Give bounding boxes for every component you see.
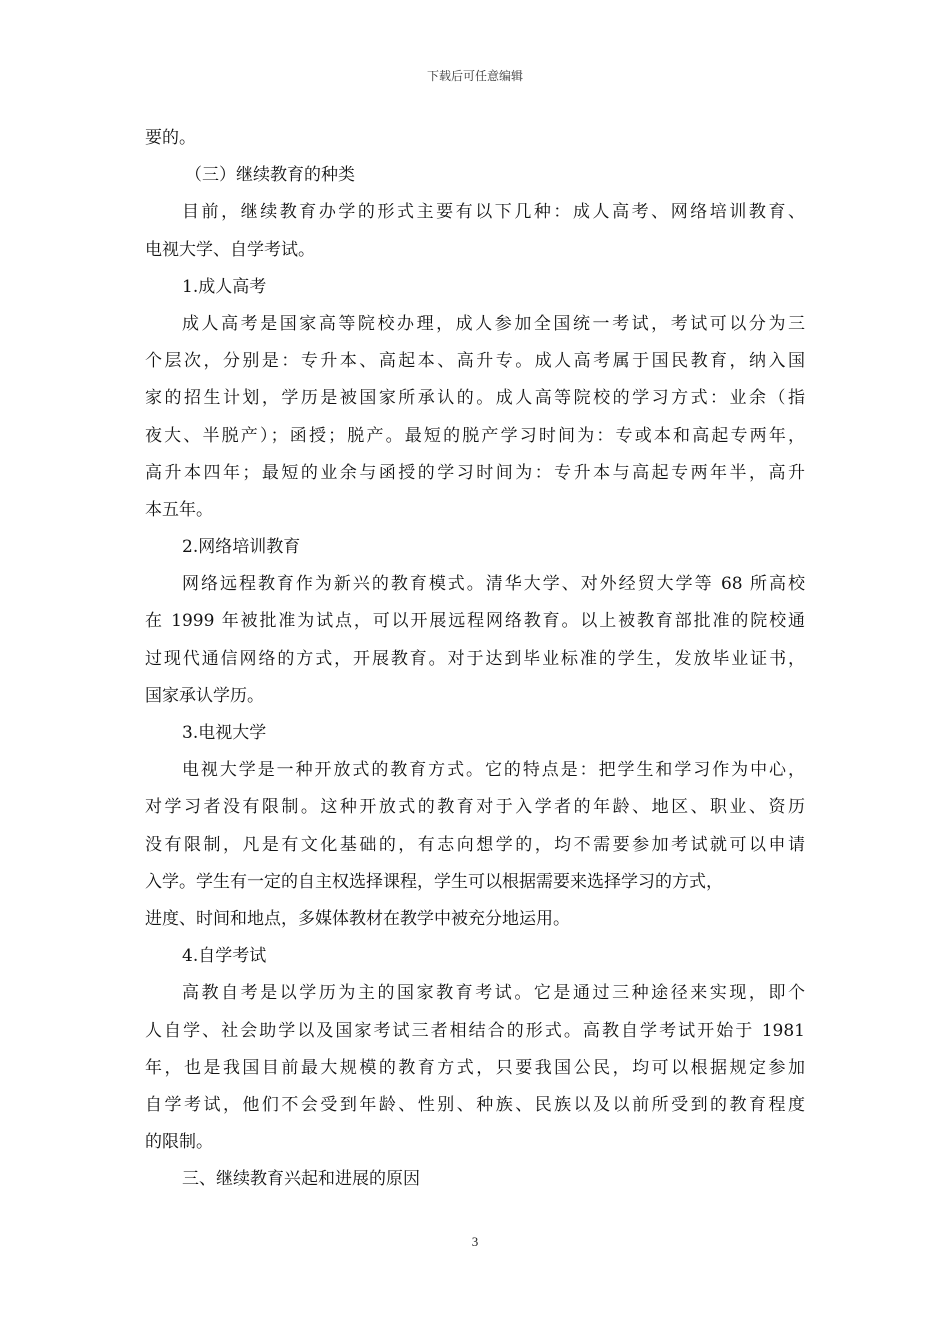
subsection-heading: 3.电视大学 [182,723,267,743]
text-line: 的限制。 [145,1132,213,1153]
section-heading: （三）继续教育的种类 [185,165,355,186]
text-line: 入学。学生有一定的自主权选择课程，学生可以根据需要来选择学习的方式， [145,871,723,892]
text-line: 国家承认学历。 [145,685,264,706]
page-header: 下载后可任意编辑 [426,69,523,83]
text-line: 电视大学、自学考试。 [145,239,315,260]
text-line: 自学考试，他们不会受到年龄、性别、种族、民族以及以前所受到的教育程度 [145,1094,805,1115]
page-number: 3 [471,1234,479,1249]
subsection-heading: 4.自学考试 [182,946,267,967]
text-line: 进度、时间和地点，多媒体教材在教学中被充分地运用。 [145,908,570,929]
text-line: 网络远程教育作为新兴的教育模式。清华大学、对外经贸大学等 68 所高校 [182,574,805,595]
text-line: 成人高考是国家高等院校办理，成人参加全国统一考试，考试可以分为三 [182,313,805,334]
text-line: 电视大学是一种开放式的教育方式。它的特点是：把学生和学习作为中心， [182,760,805,781]
body-text [145,120,805,1198]
subsection-heading: 1.成人高考 [182,276,267,297]
text-line: 高教自考是以学历为主的国家教育考试。它是通过三种途径来实现，即个 [182,983,805,1004]
text-line: 高升本四年；最短的业余与函授的学习时间为：专升本与高起专两年半，高升 [145,462,805,483]
text-line: 没有限制，凡是有文化基础的，有志向想学的，均不需要参加考试就可以申请 [145,834,805,855]
section-heading: 三、继续教育兴起和进展的原因 [182,1169,420,1190]
text-line: 年，也是我国目前最大规模的教育方式，只要我国公民，均可以根据规定参加 [145,1057,805,1078]
text-line: 本五年。 [145,499,213,520]
text-line: 夜大、半脱产）；函授；脱产。最短的脱产学习时间为：专或本和高起专两年， [145,425,805,446]
text-line: 个层次，分别是：专升本、高起本、高升专。成人高考属于国民教育，纳入国 [145,351,805,372]
text-line: 在 1999 年被批准为试点，可以开展远程网络教育。以上被教育部批准的院校通 [145,611,805,632]
text-line: 过现代通信网络的方式，开展教育。对于达到毕业标准的学生，发放毕业证书， [145,648,805,669]
text-line: 人自学、社会助学以及国家考试三者相结合的形式。高教自学考试开始于 1981 [145,1020,805,1041]
text-line: 对学习者没有限制。这种开放式的教育对于入学者的年龄、地区、职业、资历 [145,797,805,818]
text-line: 目前，继续教育办学的形式主要有以下几种：成人高考、网络培训教育、 [182,202,805,223]
subsection-heading: 2.网络培训教育 [182,537,301,558]
text-line: 家的招生计划，学历是被国家所承认的。成人高等院校的学习方式：业余（指 [145,388,805,409]
text-line: 要的。 [145,128,196,148]
